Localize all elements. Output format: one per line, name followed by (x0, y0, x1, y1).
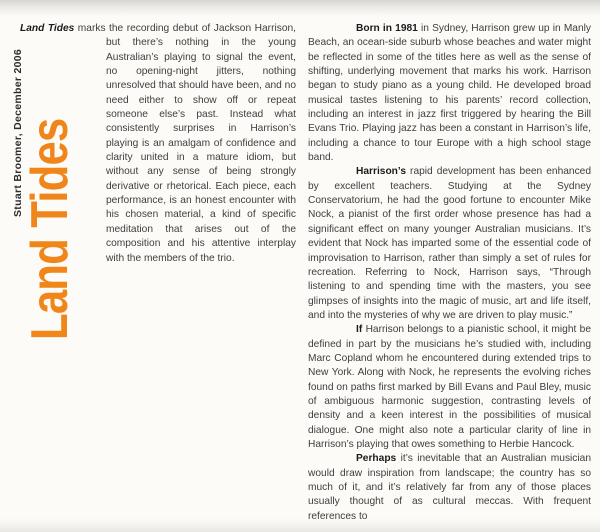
paragraph-lead: Land Tides (20, 23, 75, 34)
bio-paragraph-2 (308, 165, 591, 323)
paragraph-text: rapid development has been enhanced by excellent teachers. Studying at the Sydney Conservatorium, he had the good fortune to encounter Mike Nock, a pianist of the first order whose presence has had a significant effect on many younger Australian musicians. It’s evident that Nock has imparted some of the essential code of improvisation to Harrison, rather than simply a set of rules for recreation. Referring to Nock, Harrison says, “Through listening to and spending time with the masters, you see glimpses of insights into the magic of music, art and life itself, and into the mysteries of why we are driven to play music.” (308, 166, 591, 321)
paragraph-text: marks the recording debut of Jackson Harrison, but there’s nothing in the young Australian’s playing to signal the event, no opening-night jitters, nothing unresolved that should have been, and no need either to show off or repeat someone else’s past. Instead what consistently surprises in Harrison’s playing is an amalgam of confidence and clarity united in a mature idiom, but without any sense of being strongly derivative or rhetorical. Each piece, each performance, is an honest encounter with his chosen material, a kind of specific meditation that arises out of the composition and his attentive interplay with the members of the trio. (74, 23, 296, 264)
left-column (20, 22, 296, 266)
bio-paragraph-1 (308, 22, 591, 165)
bio-paragraph-4 (308, 452, 591, 524)
paragraph-text: in Sydney, Harrison grew up in Manly Beach, an ocean-side suburb whose beaches and water might be reflected in some of the titles here as well as the sense of shifting, underlying movement that marks his work. Harrison began to study piano as a young child. He developed broad musical tastes listening to his parents’ record collection, including an interest in jazz first triggered by hearing the Bill Evans Trio. Playing jazz has been a constant in Harrison’s life, including a chance to tour Europe with a high school stage band. (308, 23, 591, 164)
paragraph-lead: Harrison’s (356, 166, 407, 178)
paragraph-lead: Perhaps (356, 453, 397, 465)
album-title-vertical: Land Tides (21, 118, 79, 340)
right-column (308, 22, 591, 524)
paragraph-text: Harrison belongs to a pianistic school, it might be defined in part by the musicians he’s studied with, including Marc Copland whom he encountered during extended trips to New York. Along with Nock, he represents the evolving riches found on paths first marked by Bill Evans and Paul Bley, music of ambiguous harmonic suggestion, contrasting levels of density and a keen interest in the possibilities of musical dialogue. One might also note a particular clarity of line in Harrison’s playing that owes something to Herbie Hancock. (308, 324, 591, 450)
bio-paragraph-3 (308, 323, 591, 452)
paragraph-text: it’s inevitable that an Australian musician would draw inspiration from landscape; the country has so much of it, and it’s relatively far from any of those places usually thought of as cultural meccas. With frequent references to (308, 453, 591, 522)
paragraph-lead: If (356, 324, 363, 336)
intro-paragraph (20, 22, 296, 266)
byline-vertical: Stuart Broomer, December 2006 (12, 48, 24, 217)
paragraph-lead: Born in 1981 (356, 23, 418, 34)
